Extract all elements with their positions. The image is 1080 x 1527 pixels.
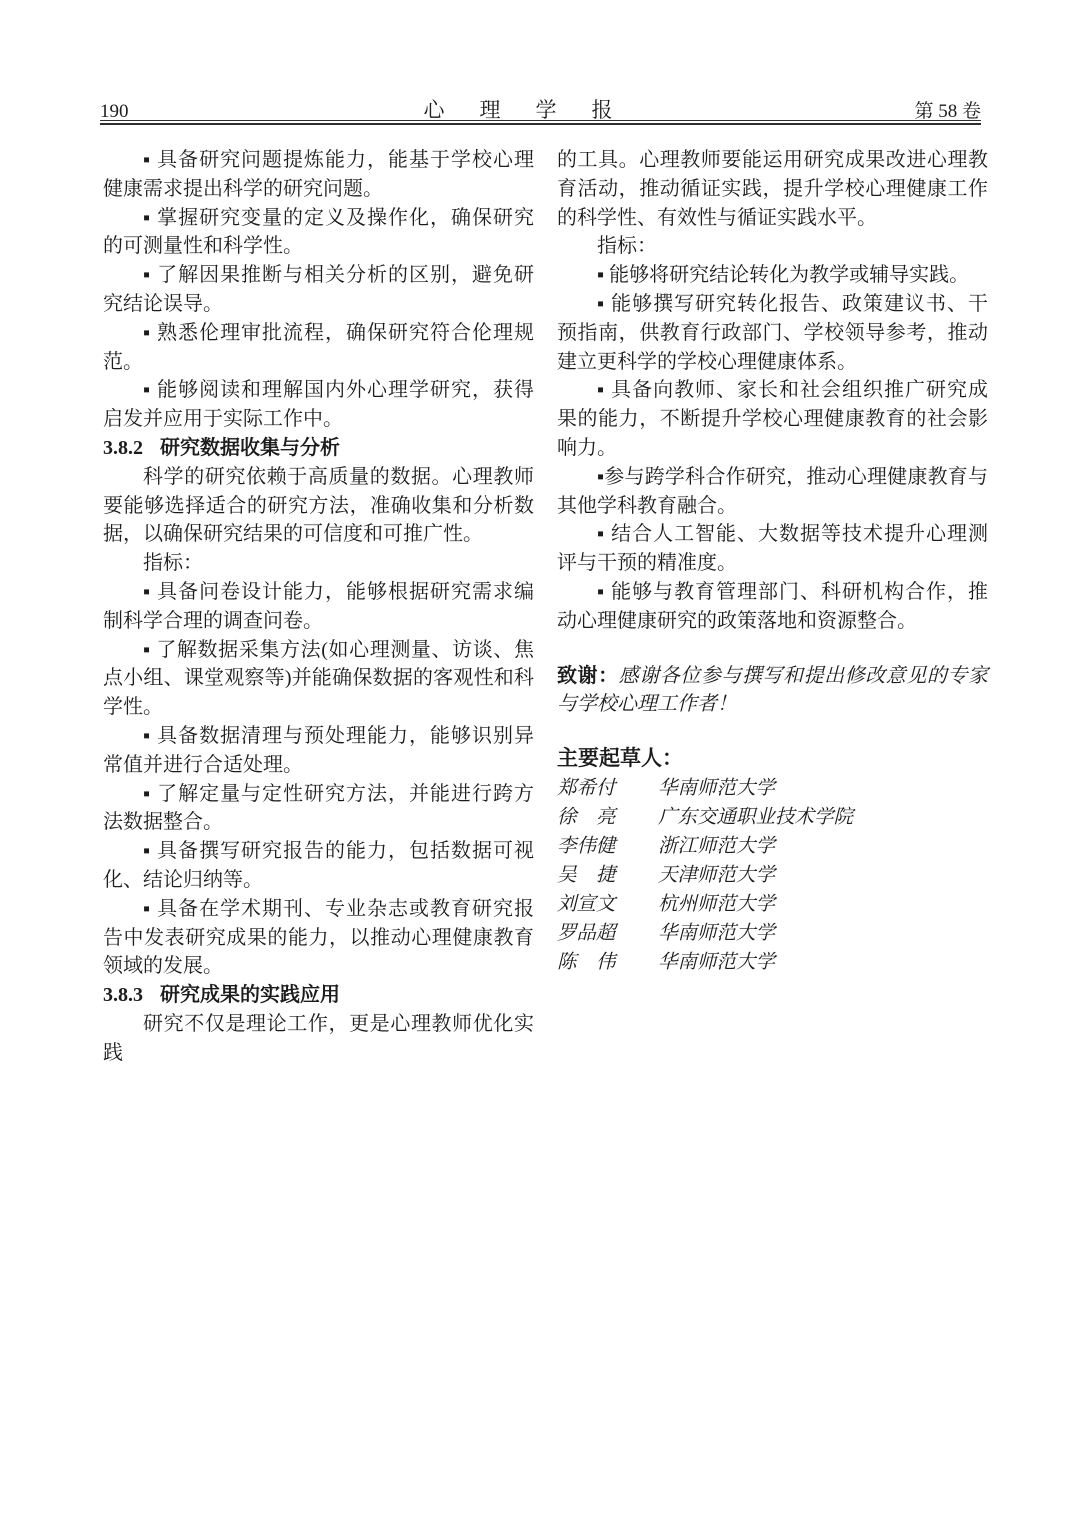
section-heading-382	[103, 434, 534, 463]
section-title: 研究成果的实践应用	[160, 984, 340, 1007]
drafter-affiliation: 华南师范大学	[658, 922, 776, 944]
drafters-heading: 主要起草人：	[557, 747, 683, 771]
body-paragraph: 研究不仅是理论工作，更是心理教师优化实践	[103, 1012, 534, 1064]
drafter-name: 郑希付	[557, 777, 616, 799]
body-paragraph: 的工具。心理教师要能运用研究成果改进心理教育活动，推动循证实践，提升学校心理健康工作的科学性、有效性与循证实践水平。	[557, 149, 988, 229]
bullet-item: ▪参与跨学科合作研究，推动心理健康教育与其他学科教育融合。	[557, 465, 988, 517]
drafter-name: 李伟健	[557, 835, 616, 857]
bullet-item: ▪ 能够撰写研究转化报告、政策建议书、干预指南，供教育行政部门、学校领导参考，推动建立更科学的学校心理健康体系。	[557, 292, 988, 373]
acknowledgement-label: 致谢：	[557, 664, 619, 687]
drafter-row	[557, 832, 988, 861]
bullet-item: ▪ 具备数据清理与预处理能力，能够识别异常值并进行合适处理。	[103, 724, 534, 776]
bullet-item: ▪ 具备研究问题提炼能力，能基于学校心理健康需求提出科学的研究问题。	[103, 149, 534, 200]
drafter-name: 徐 亮	[557, 806, 616, 828]
body-paragraph: 科学的研究依赖于高质量的数据。心理教师要能够选择适合的研究方法，准确收集和分析数据，以确保研究结果的可信度和可推广性。	[103, 465, 534, 546]
acknowledgement-text: 感谢各位参与撰写和提出修改意见的专家与学校心理工作者！	[557, 664, 989, 716]
drafter-row	[557, 919, 988, 948]
bullet-item: ▪ 能够阅读和理解国内外心理学研究，获得启发并应用于实际工作中。	[103, 379, 534, 431]
drafter-row	[557, 861, 988, 890]
indicator-label: 指标：	[143, 552, 203, 575]
bullet-item: ▪ 熟悉伦理审批流程，确保研究符合伦理规范。	[103, 321, 534, 373]
bullet-item: ▪ 能够将研究结论转化为教学或辅导实践。	[597, 264, 970, 287]
running-head	[100, 94, 981, 120]
section-title: 研究数据收集与分析	[160, 436, 340, 459]
drafter-row	[557, 948, 988, 977]
drafter-affiliation: 天津师范大学	[658, 864, 776, 886]
drafter-name: 陈 伟	[557, 951, 616, 973]
volume-label: 第 58 卷	[914, 101, 981, 122]
bullet-item: ▪ 结合人工智能、大数据等技术提升心理测评与干预的精准度。	[557, 523, 988, 575]
drafter-name: 罗品超	[557, 922, 616, 944]
drafter-affiliation: 华南师范大学	[658, 777, 776, 799]
section-heading-383	[103, 981, 534, 1010]
indicator-label: 指标：	[597, 235, 657, 258]
drafter-name: 刘宣文	[557, 893, 616, 915]
bullet-item: ▪ 能够与教育管理部门、科研机构合作，推动心理健康研究的政策落地和资源整合。	[557, 580, 988, 632]
right-column	[557, 146, 988, 977]
bullet-item: ▪ 具备问卷设计能力，能够根据研究需求编制科学合理的调查问卷。	[103, 580, 534, 632]
journal-title: 心 理 学 报	[423, 98, 620, 122]
bullet-item: ▪ 具备撰写研究报告的能力，包括数据可视化、结论归纳等。	[103, 840, 534, 891]
acknowledgement	[557, 662, 988, 720]
drafters-list	[557, 774, 988, 977]
bullet-item: ▪ 掌握研究变量的定义及操作化，确保研究的可测量性和科学性。	[103, 206, 534, 258]
bullet-item: ▪ 了解因果推断与相关分析的区别，避免研究结论误导。	[103, 264, 534, 315]
bullet-item: ▪ 具备向教师、家长和社会组织推广研究成果的能力，不断提升学校心理健康教育的社会影响力。	[557, 379, 988, 459]
drafter-row	[557, 774, 988, 803]
left-column	[103, 146, 534, 1068]
header-rule-divider	[100, 120, 981, 125]
drafter-row	[557, 803, 988, 832]
drafter-row	[557, 890, 988, 919]
section-number: 3.8.3	[103, 984, 143, 1007]
bullet-item: ▪ 具备在学术期刊、专业杂志或教育研究报告中发表研究成果的能力，以推动心理健康教育领域的发展。	[103, 897, 534, 978]
drafter-affiliation: 广东交通职业技术学院	[658, 806, 854, 828]
bullet-item: ▪ 了解数据采集方法(如心理测量、访谈、焦点小组、课堂观察等)并能确保数据的客观性和科学性。	[103, 638, 534, 719]
drafter-affiliation: 华南师范大学	[658, 951, 776, 973]
section-number: 3.8.2	[103, 436, 143, 459]
drafter-affiliation: 浙江师范大学	[658, 835, 776, 857]
bullet-item: ▪ 了解定量与定性研究方法，并能进行跨方法数据整合。	[103, 782, 534, 834]
drafter-affiliation: 杭州师范大学	[658, 893, 776, 915]
page-number: 190	[100, 101, 129, 122]
drafter-name: 吴 捷	[557, 864, 616, 886]
